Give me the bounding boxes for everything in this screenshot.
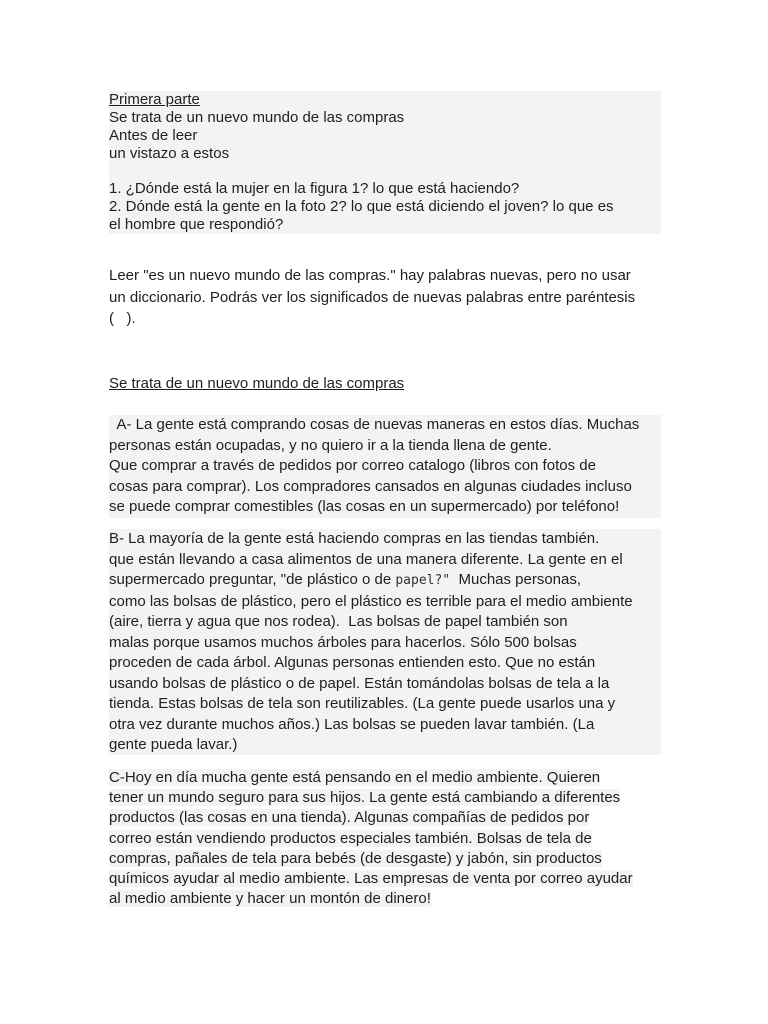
section-b-line: (aire, tierra y agua que nos rodea). Las bolsas de papel también son	[109, 613, 568, 630]
instruction-line: ( ).	[109, 310, 136, 327]
section-c-text: al medio ambiente y hacer un montón de dinero!	[109, 890, 431, 908]
section-a-line: se puede comprar comestibles (las cosas en un supermercado) por teléfono!	[109, 497, 661, 518]
question-line: 1. ¿Dónde está la mujer en la figura 1? lo que está haciendo?	[109, 180, 520, 197]
section-a-line: Que comprar a través de pedidos por correo catalogo (libros con fotos de	[109, 456, 661, 477]
section-b	[109, 529, 661, 755]
section-c-line	[109, 808, 661, 828]
intro-heading: Primera parte	[109, 91, 200, 108]
section-c-line	[109, 889, 661, 909]
section-c-text: tener un mundo seguro para sus hijos. La gente está cambiando a diferentes	[109, 789, 621, 807]
section-b-line	[109, 570, 661, 592]
section-c-text: químicos ayudar al medio ambiente. Las empresas de venta por correo ayudar	[109, 870, 633, 888]
section-c	[109, 768, 661, 909]
section-c-line	[109, 788, 661, 808]
section-a-line: cosas para comprar). Los compradores cansados en algunas ciudades incluso	[109, 477, 661, 498]
section-a-line: A- La gente está comprando cosas de nuevas maneras en estos días. Muchas	[109, 415, 661, 436]
section-a	[109, 415, 661, 518]
question-line: el hombre que respondió?	[109, 216, 284, 233]
instruction-line: un diccionario. Podrás ver los significados de nuevas palabras entre paréntesis	[109, 288, 636, 306]
section-c-text: compras, pañales de tela para bebés (de desgaste) y jabón, sin productos	[109, 849, 602, 867]
section-b-line: gente pueda lavar.)	[109, 736, 238, 753]
reading-title: Se trata de un nuevo mundo de las compras	[109, 375, 405, 392]
section-c-text: correo están vendiendo productos especiales también. Bolsas de tela de	[109, 829, 592, 847]
section-b-line: otra vez durante muchos años.) Las bolsas se pueden lavar también. (La	[109, 715, 595, 733]
section-b-text: Muchas personas,	[450, 571, 582, 588]
section-c-line	[109, 849, 661, 869]
section-c-line	[109, 829, 661, 849]
section-c-line	[109, 768, 661, 788]
section-c-line	[109, 869, 661, 889]
reading-title-block	[109, 375, 661, 393]
section-b-quote: papel?"	[395, 573, 451, 588]
section-b-line: usando bolsas de plástico o de papel. Están tomándolas bolsas de tela a la	[109, 674, 610, 692]
section-b-line: que están llevando a casa alimentos de una manera diferente. La gente en el	[109, 550, 623, 568]
section-c-text: productos (las cosas en una tienda). Algunas compañías de pedidos por	[109, 809, 590, 827]
section-c-text: C-Hoy en día mucha gente está pensando en el medio ambiente. Quieren	[109, 769, 601, 786]
section-b-line: proceden de cada árbol. Algunas personas entienden esto. Que no están	[109, 654, 596, 671]
instructions-block	[109, 265, 661, 330]
section-b-line: malas porque usamos muchos árboles para hacerlos. Sólo 500 bolsas	[109, 633, 577, 651]
intro-line: Se trata de un nuevo mundo de las compras	[109, 109, 405, 126]
intro-block	[109, 91, 661, 234]
question-line: 2. Dónde está la gente en la foto 2? lo que está diciendo el joven? lo que es	[109, 198, 614, 215]
section-b-line: B- La mayoría de la gente está haciendo compras en las tiendas también.	[109, 530, 600, 547]
intro-line: un vistazo a estos	[109, 145, 230, 162]
section-b-line: como las bolsas de plástico, pero el plástico es terrible para el medio ambiente	[109, 592, 633, 610]
section-b-line: tienda. Estas bolsas de tela son reutilizables. (La gente puede usarlos una y	[109, 695, 616, 712]
section-b-text: supermercado preguntar, "de plástico o de	[109, 571, 396, 588]
section-a-line: personas están ocupadas, y no quiero ir a la tienda llena de gente.	[109, 436, 661, 457]
intro-line: Antes de leer	[109, 127, 198, 144]
instruction-line: Leer "es un nuevo mundo de las compras." hay palabras nuevas, pero no usar	[109, 267, 631, 284]
